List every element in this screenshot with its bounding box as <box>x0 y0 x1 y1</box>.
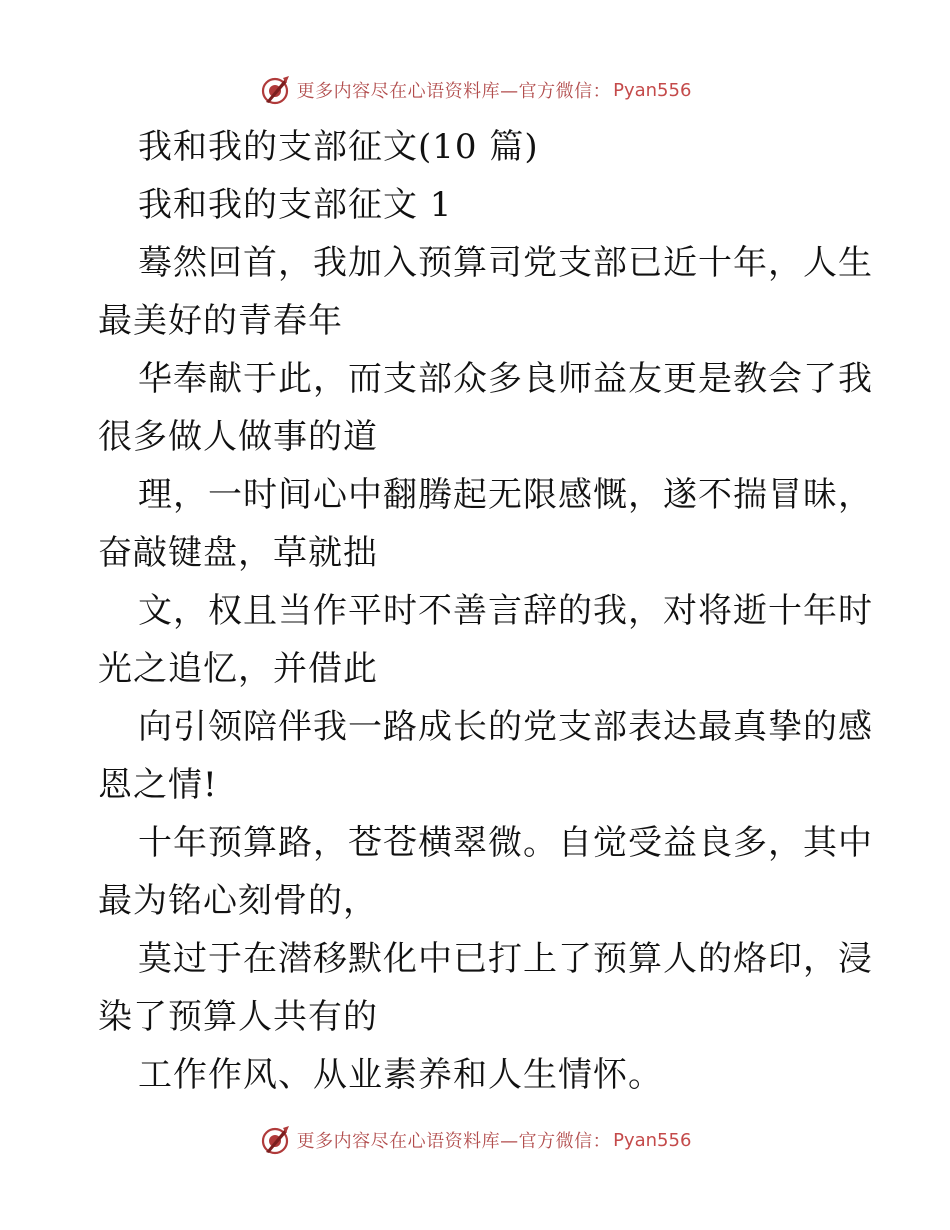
paragraph-line: 最为铭心刻骨的， <box>98 881 378 921</box>
paragraph-line: 最美好的青春年 <box>98 301 343 341</box>
watermark-wechat-id: Pyan556 <box>613 1129 692 1151</box>
paragraph-line: 奋敲键盘，草就拙 <box>98 533 378 573</box>
paragraph-line: 光之追忆，并借此 <box>98 649 378 689</box>
document-subtitle: 我和我的支部征文 1 <box>138 185 453 225</box>
paragraph-line: 华奉献于此，而支部众多良师益友更是教会了我 <box>138 359 873 399</box>
paragraph-line: 莫过于在潜移默化中已打上了预算人的烙印，浸 <box>138 939 873 979</box>
document-body <box>98 118 873 1104</box>
paragraph-line: 很多做人做事的道 <box>98 417 378 457</box>
watermark-text: 更多内容尽在心语资料库—官方微信： <box>296 1131 612 1152</box>
document-title: 我和我的支部征文(10 篇) <box>138 127 539 167</box>
paragraph-line: 蓦然回首，我加入预算司党支部已近十年，人生 <box>138 243 873 283</box>
paragraph-line: 染了预算人共有的 <box>98 997 378 1037</box>
paragraph-line: 十年预算路，苍苍横翠微。自觉受益良多，其中 <box>138 823 873 863</box>
watermark-wechat-id: Pyan556 <box>613 79 692 101</box>
watermark-text: 更多内容尽在心语资料库—官方微信： <box>296 81 612 102</box>
paragraph-line: 理，一时间心中翻腾起无限感慨，遂不揣冒昧， <box>138 475 873 515</box>
paragraph-line: 工作作风、从业素养和人生情怀。 <box>138 1055 663 1095</box>
quill-seal-icon <box>259 74 291 106</box>
paragraph-line: 向引领陪伴我一路成长的党支部表达最真挚的感 <box>138 707 873 747</box>
footer-watermark <box>0 1120 950 1160</box>
paragraph-line: 文，权且当作平时不善言辞的我，对将逝十年时 <box>138 591 873 631</box>
quill-seal-icon <box>259 1124 291 1156</box>
header-watermark <box>0 70 950 110</box>
paragraph-line: 恩之情! <box>98 765 218 805</box>
